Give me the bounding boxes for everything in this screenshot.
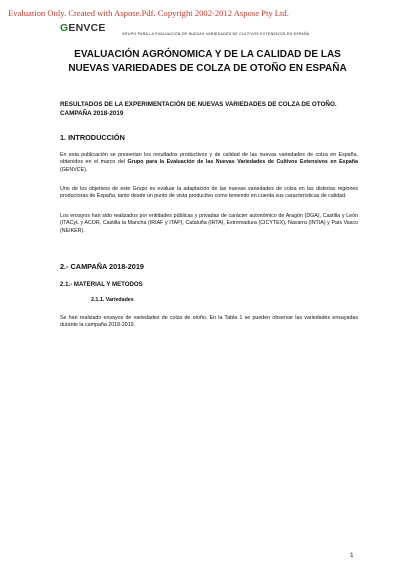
- document-subtitle: RESULTADOS DE LA EXPERIMENTACIÓN DE NUEVAS VARIEDADES DE COLZA DE OTOÑO. CAMPAÑA 2018-2019: [60, 101, 337, 117]
- intro-p1-bold: Grupo para la Evaluación de las Nuevas Variedades de Cultivos Extensivos en España: [127, 159, 358, 166]
- intro-paragraph-3: Los ensayos han sido realizados por entidades públicas y privadas de carácter autonómico de Aragón (DGA), Castilla y León (ITACyL y ACOR, Castilla la Mancha (IRIAF y ITAP), Cataluña (IRTA), Extremadura (CICYTEX), Navarra (INTIA) y País Vasco (NEIKER).: [60, 213, 358, 234]
- intro-p1-tail: (GENVCE).: [60, 166, 88, 173]
- genvce-logo: [60, 22, 106, 34]
- intro-paragraph-1: [60, 152, 358, 174]
- subsubsection-heading-variedades: 2.1.1. Variedades: [91, 297, 134, 303]
- intro-p1-text: En esta publicación se presentan los resultados productivos y de calidad de las nuevas variedades de colza en España, obtenidos en el marco del: [60, 152, 358, 166]
- page-number: 1: [350, 552, 354, 559]
- header-strip: GRUPO PARA LA EVALUACIÓN DE NUEVAS VARIEDADES DE CULTIVOS EXTENSIVOS EN ESPAÑA: [122, 32, 310, 36]
- logo-rest: ENVCE: [68, 22, 106, 34]
- document-title: EVALUACIÓN AGRÓNOMICA Y DE LA CALIDAD DE LAS NUEVAS VARIEDADES DE COLZA DE OTOÑO EN ESPAÑA: [68, 49, 347, 74]
- section-heading-introduccion: 1. INTRODUCCIÓN: [60, 133, 125, 142]
- logo-accent: G: [60, 22, 69, 34]
- variedades-paragraph: Se han realizado ensayos de variedades de colza de otoño. En la Tabla 1 se pueden observar las variedades ensayadas durante la campaña 2018-2019.: [60, 315, 358, 329]
- section-heading-campana: 2.- CAMPAÑA 2018-2019: [60, 262, 144, 271]
- subsection-heading-material: 2.1.- MATERIAL Y METODOS: [60, 281, 143, 288]
- watermark-text: Evaluation Only. Created with Aspose.Pdf. Copyright 2002-2012 Aspose Pty Ltd.: [8, 8, 289, 18]
- intro-paragraph-2: Uno de los objetivos de este Grupo es evaluar la adaptación de las nuevas variedades de colza en las distintas regiones productoras de España, tanto desde un punto de vista productivo como teniendo en cuenta sus características de calidad.: [60, 186, 358, 200]
